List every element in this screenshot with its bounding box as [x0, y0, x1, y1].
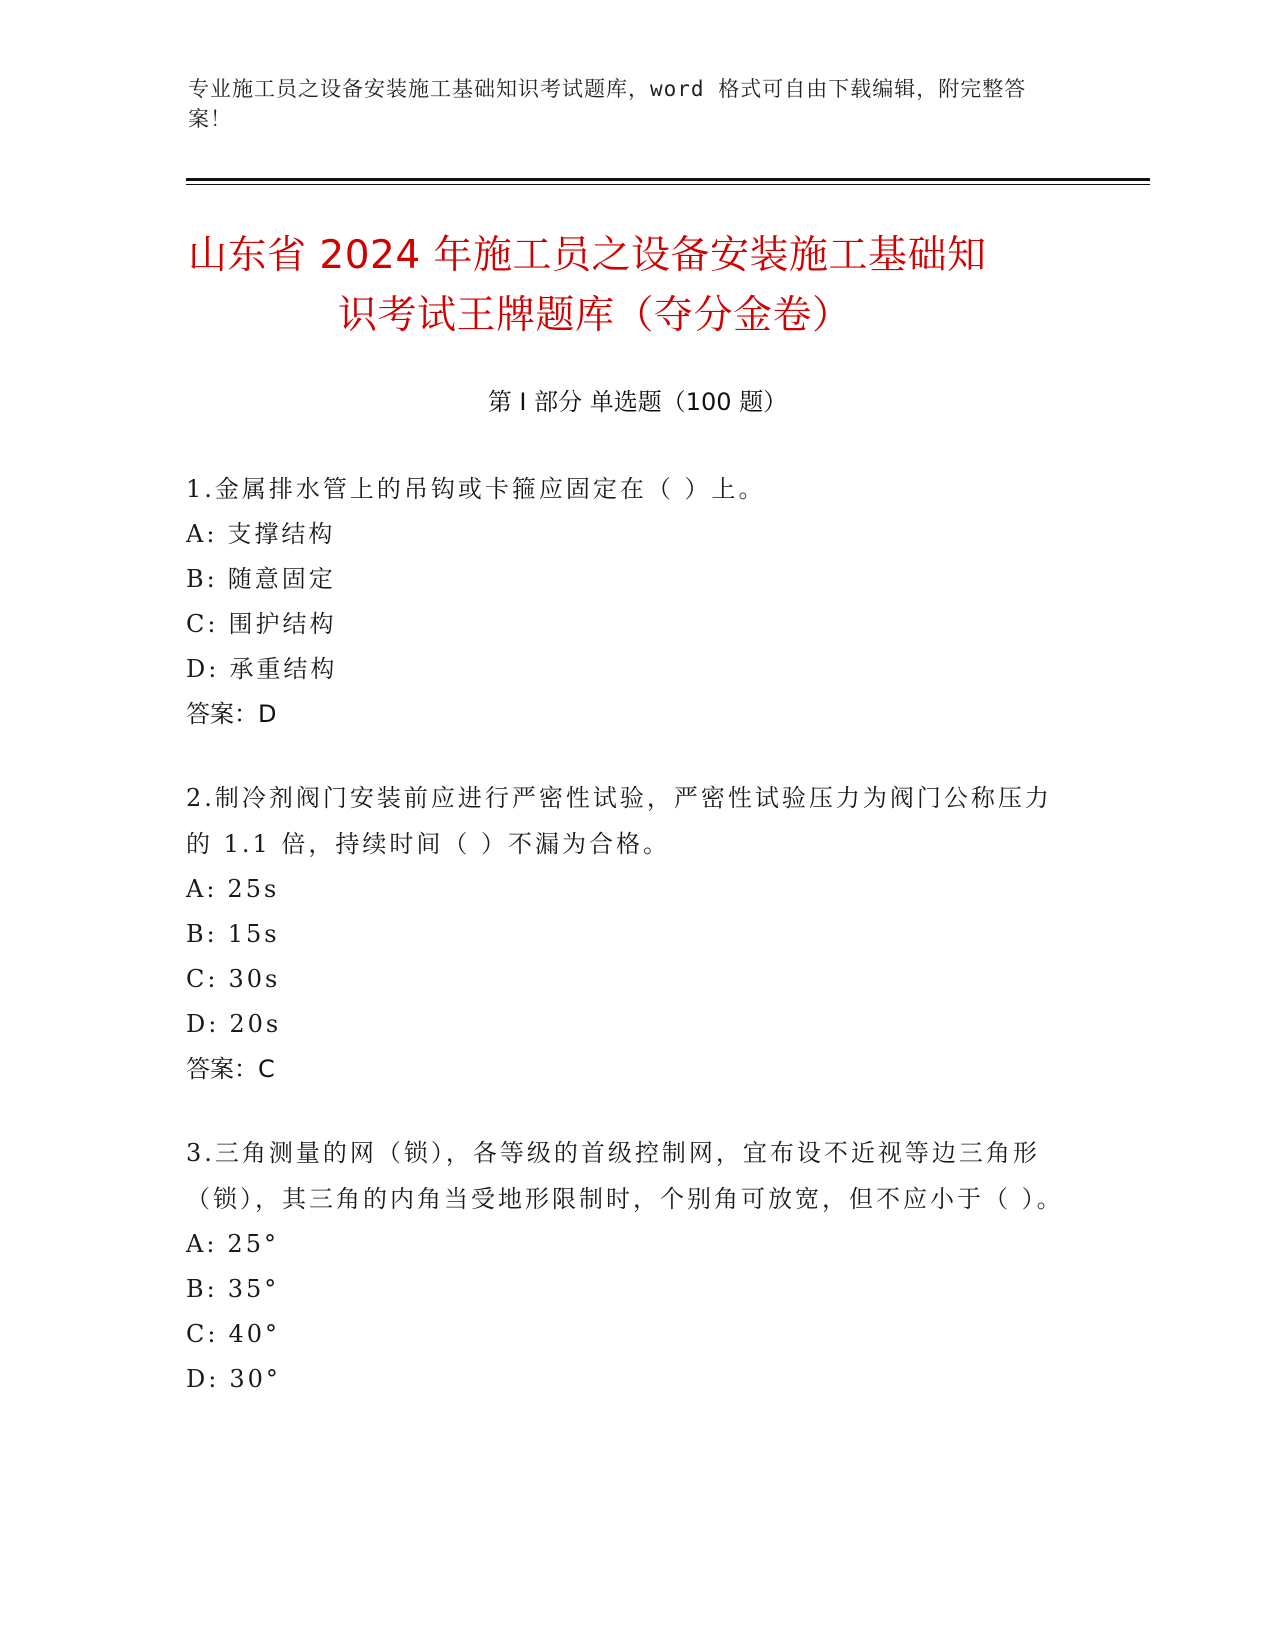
option-letter: B: — [186, 1275, 218, 1303]
question-3 — [186, 1130, 1066, 1402]
option-c — [186, 1312, 1066, 1357]
option-text: 30° — [229, 1365, 281, 1393]
question-1 — [186, 466, 1066, 737]
question-list — [186, 472, 1066, 1446]
option-text: 35° — [227, 1275, 280, 1303]
question-stem: 3.三角测量的网（锁），各等级的首级控制网，宜布设不近视等边三角形（锁），其三角的内角当受地形限制时，个别角可放宽，但不应小于（ ）。 — [186, 1139, 1064, 1213]
title-line-1: 山东省 2024 年施工员之设备安装施工基础知 — [188, 233, 987, 278]
option-letter: C: — [186, 610, 219, 638]
option-text: 15s — [227, 920, 280, 948]
option-b — [186, 1267, 1066, 1312]
title-line-2: 识考试王牌题库（夺分金卷） — [338, 293, 852, 338]
option-text: 承重结构 — [229, 655, 338, 683]
header-note: 专业施工员之设备安装施工基础知识考试题库，word 格式可自由下载编辑，附完整答案！ — [188, 77, 1027, 131]
option-letter: C: — [186, 1320, 219, 1348]
question-2 — [186, 775, 1066, 1092]
option-letter: D: — [186, 1365, 220, 1393]
option-text: 围护结构 — [228, 610, 337, 638]
section-heading: 第 I 部分 单选题（100 题） — [487, 388, 788, 416]
option-text: 25s — [227, 875, 280, 903]
header-divider-thick — [186, 178, 1150, 181]
option-letter: A: — [186, 520, 218, 548]
option-letter: A: — [186, 875, 218, 903]
option-text: 20s — [229, 1010, 282, 1038]
option-letter: D: — [186, 1010, 220, 1038]
option-c — [186, 957, 1066, 1002]
option-b — [186, 912, 1066, 957]
header-divider-thin — [186, 184, 1150, 185]
option-letter: C: — [186, 965, 219, 993]
option-letter: B: — [186, 565, 218, 593]
question-stem: 1.金属排水管上的吊钩或卡箍应固定在（ ）上。 — [186, 475, 766, 503]
answer: 答案：D — [186, 700, 277, 728]
option-d — [186, 1357, 1066, 1402]
option-letter: A: — [186, 1230, 218, 1258]
document-title — [188, 226, 1088, 346]
option-text: 支撑结构 — [227, 520, 336, 548]
option-d — [186, 647, 1066, 692]
option-text: 40° — [228, 1320, 280, 1348]
option-text: 30s — [228, 965, 281, 993]
option-letter: B: — [186, 920, 218, 948]
option-text: 随意固定 — [227, 565, 336, 593]
option-d — [186, 1002, 1066, 1047]
option-b — [186, 557, 1066, 602]
option-a — [186, 1222, 1066, 1267]
option-a — [186, 512, 1066, 557]
question-stem: 2.制冷剂阀门安装前应进行严密性试验，严密性试验压力为阀门公称压力的 1.1 倍，持续时间（ ）不漏为合格。 — [186, 784, 1052, 858]
option-a — [186, 867, 1066, 912]
option-letter: D: — [186, 655, 220, 683]
option-c — [186, 602, 1066, 647]
answer: 答案：C — [186, 1055, 275, 1083]
option-text: 25° — [227, 1230, 279, 1258]
